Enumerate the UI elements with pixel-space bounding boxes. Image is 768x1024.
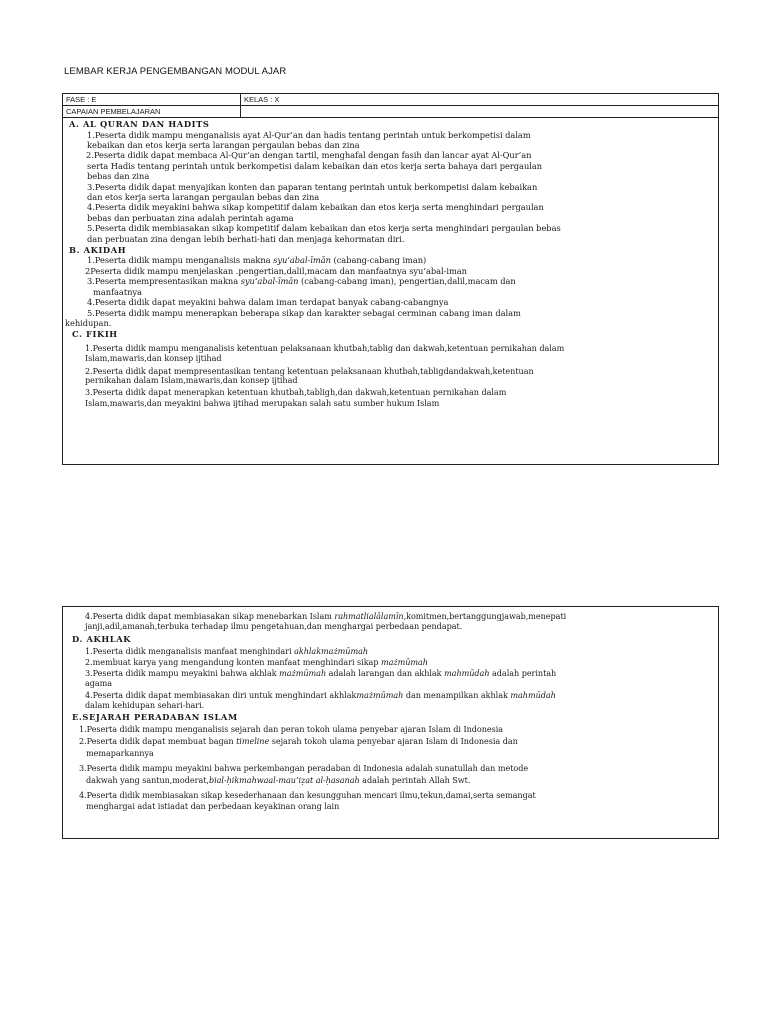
section-d-heading: D. AKHLAK — [72, 633, 132, 644]
section-d-list — [85, 646, 718, 710]
e-item-2-l1: 2.Peserta didik dapat membuat bagan timeline sejarah tokoh ulama penyebar ajaran Islam di Indonesia dan — [79, 736, 518, 747]
e-item-2-l2: memaparkannya — [86, 748, 154, 758]
b-item-3-l2: manfaatnya — [93, 286, 142, 297]
c-item-1-l1: 1.Peserta didik mampu menganalisis ketentuan pelaksanaan khutbah,tablig dan dakwah,ketentuan pernikahan dalam — [85, 342, 565, 353]
section-b-list — [63, 255, 718, 328]
d-item-3-l1: 3.Peserta didik mampu meyakini bahwa akhlak mażmūmah adalah larangan dan akhlak mahmūdah adalah perintah — [85, 668, 557, 679]
fase-cell: FASE : E — [63, 94, 241, 105]
a-item-3-l2: dan etos kerja serta larangan pergaulan bebas dan zina — [87, 191, 320, 202]
a-item-1-l2: kebaikan dan etos kerja serta larangan pergaulan bebas dan zina — [87, 139, 360, 150]
table-row-capaian — [63, 106, 718, 118]
c-item-4-l1: 4.Peserta didik dapat membiasakan sikap menebarkan Islam rahmatlialālamīn,komitmen,bertanggungjawab,menepati — [85, 611, 567, 621]
c-item-4-l2: janji,adil,amanah,terbuka terhadap ilmu pengetahuan,dan menghargai perbedaan pendapat. — [85, 621, 463, 632]
curriculum-table — [62, 93, 719, 465]
section-b-heading: B. AKIDAH — [69, 244, 127, 255]
b-item-5-l1: 5.Peserta didik mampu menerapkan beberapa sikap dan karakter sebagai cerminan cabang iman dalam — [87, 307, 521, 318]
e-item-1: 1.Peserta didik mampu menganalisis sejarah dan peran tokoh ulama penyebar ajaran Islam di Indonesia — [79, 723, 504, 734]
c-item-2-l1: 2.Peserta didik dapat mempresentasikan tentang ketentuan pelaksanaan khutbah,tabligdandakwah,ketentuan — [85, 365, 534, 376]
c-item-3-l1: 3.Peserta didik dapat menerapkan ketentuan khutbah,tabligh,dan dakwah,ketentuan pernikahan dalam — [85, 387, 507, 398]
e-item-4-l2: menghargai adat istiadat dan perbedaan keyakinan orang lain — [86, 801, 340, 812]
b-item-5-l2: kehidupan. — [65, 317, 112, 328]
c-item-3-l2: Islam,mawaris,dan meyakini bahwa ijtihad merupakan salah satu sumber hukum Islam — [85, 397, 440, 408]
curriculum-table-continued — [62, 606, 719, 839]
c-item-1-l2: Islam,mawaris,dan konsep ijtihad — [85, 353, 222, 364]
b-item-1: 1.Peserta didik mampu menganalisis makna syu‘abal-īmān (cabang-cabang iman) — [87, 255, 427, 266]
section-c-heading: C. FIKIH — [72, 329, 118, 340]
a-item-2-l3: bebas dan zina — [87, 171, 150, 182]
section-a-list — [87, 130, 718, 244]
a-item-2-l1: 2.Peserta didik dapat membaca Al-Qur’an dengan tartil, menghafal dengan fasih dan lancar ayat Al-Qur’an — [86, 150, 532, 161]
e-item-3-l2: dakwah yang santun,moderat,bial-ḥikmahwaal-mau‘iẓat al-ḥasanah adalah perintah Allah Swt. — [86, 774, 471, 785]
e-item-3-l1: 3.Peserta didik mampu meyakini bahwa perkembangan peradaban di Indonesia adalah sunatullah dan metode — [79, 763, 529, 773]
a-item-1-l1: 1.Peserta didik mampu menganalisis ayat Al-Qur’an dan hadis tentang perintah untuk berkompetisi dalam — [87, 129, 531, 140]
capaian-content — [63, 118, 718, 408]
a-item-5-l1: 5.Peserta didik membiasakan sikap kompetitif dalam kebaikan dan etos kerja serta menghindari pergaulan bebas — [87, 223, 561, 234]
section-a-heading: A. AL QURAN DAN HADITS — [69, 119, 210, 129]
d-item-3-l2: agama — [85, 678, 113, 689]
capaian-content-continued — [63, 607, 718, 811]
section-e-list — [79, 723, 718, 811]
d-item-4-l1: 4.Peserta didik dapat membiasakan diri untuk menghindari akhlakmażmūmah dan menampilkan akhlak mahmūdah — [85, 690, 556, 701]
a-item-5-l2: dan perbuatan zina dengan lebih berhati-hati dan menjaga kehormatan diri. — [87, 233, 405, 244]
capaian-empty-cell — [241, 106, 718, 117]
kelas-cell: KELAS : X — [244, 95, 280, 104]
c-item-4 — [85, 611, 718, 632]
b-item-4: 4.Peserta didik dapat meyakini bahwa dalam iman terdapat banyak cabang-cabangnya — [87, 297, 449, 308]
d-item-2: 2.membuat karya yang mengandung konten manfaat menghindari sikap mażmūmah — [85, 657, 428, 668]
c-item-2-l2: pernikahan dalam Islam,mawaris,dan konsep ijtihad — [85, 375, 298, 386]
a-item-3-l1: 3.Peserta didik dapat menyajikan konten dan paparan tentang perintah untuk berkompetisi dalam kebaikan — [87, 181, 538, 192]
b-item-3-l1: 3.Peserta mempresentasikan makna syu‘abal-īmān (cabang-cabang iman), pengertian,dalil,macam dan — [87, 276, 516, 287]
document-title: LEMBAR KERJA PENGEMBANGAN MODUL AJAR — [64, 66, 287, 77]
a-item-4-l1: 4.Peserta didik meyakini bahwa sikap kompetitif dalam kebaikan dan etos kerja serta menghindari pergaulan — [87, 202, 544, 213]
table-row-fase — [63, 94, 718, 106]
capaian-cell: CAPAIAN PEMBELAJARAN — [63, 106, 241, 117]
section-c-list — [85, 343, 718, 409]
e-item-4-l1: 4.Peserta didik membiasakan sikap kesederhanaan dan kesungguhan mencari ilmu,tekun,damai,serta semangat — [79, 789, 536, 800]
b-item-2: 2Peserta didik mampu menjelaskan .pengertian,dalil,macam dan manfaatnya syu’abal-iman — [85, 265, 467, 276]
section-e-heading: E.SEJARAH PERADABAN ISLAM — [72, 712, 238, 723]
d-item-1: 1.Peserta didik menganalisis manfaat menghindari akhlakmażmūmah — [85, 646, 369, 657]
a-item-2-l2: serta Hadis tentang perintah untuk berkompetisi dalam kebaikan dan etos kerja serta bahaya dari pergaulan — [87, 160, 543, 171]
a-item-4-l2: bebas dan perbuatan zina adalah perintah agama — [87, 212, 294, 223]
d-item-4-l2: dalam kehidupan sehari-hari. — [85, 700, 205, 711]
